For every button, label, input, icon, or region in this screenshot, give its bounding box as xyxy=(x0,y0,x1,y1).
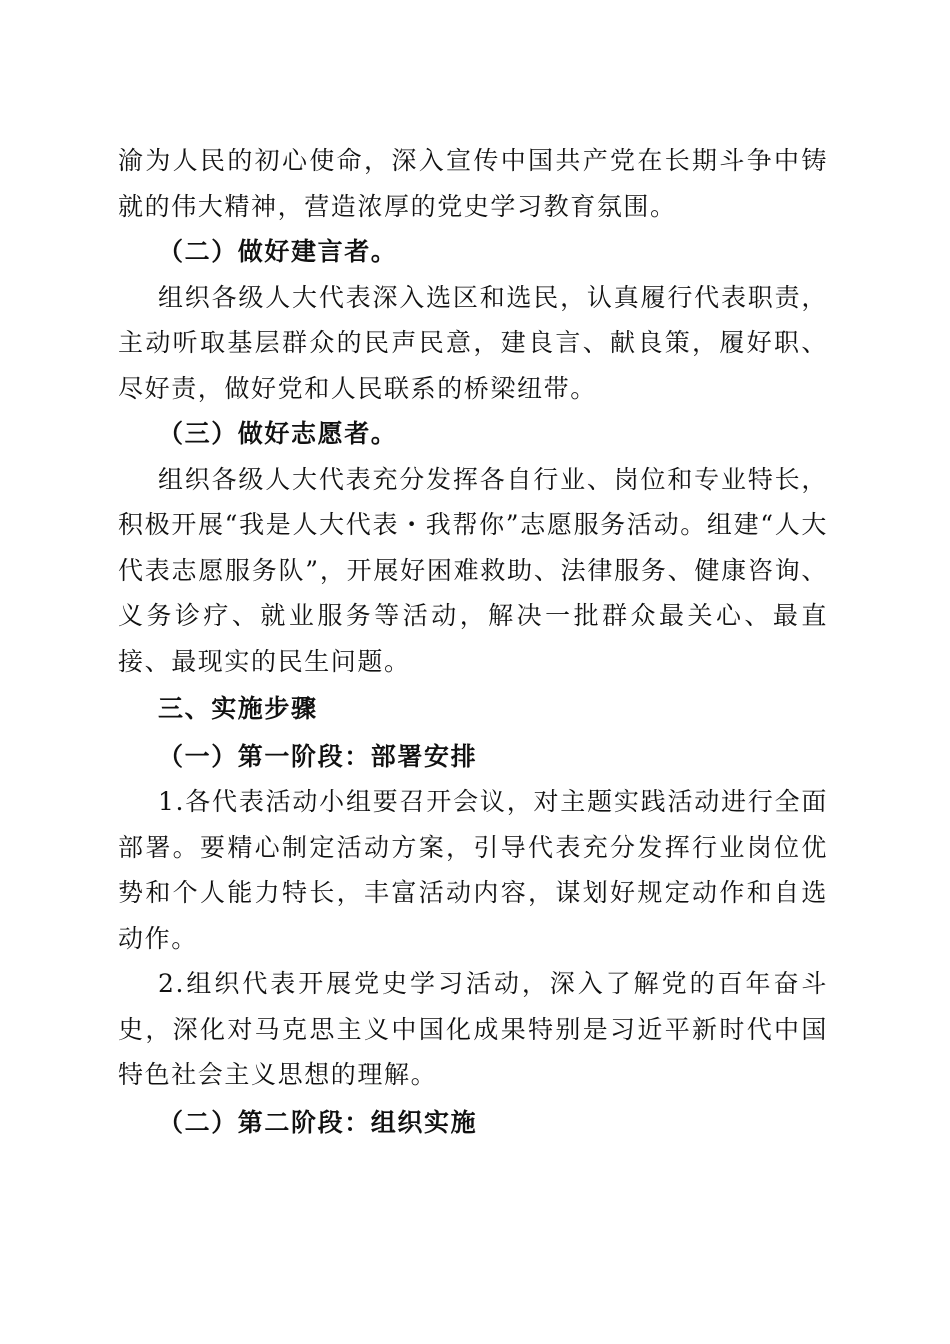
paragraph-stage-one-item-2: 2.组织代表开展党史学习活动，深入了解党的百年奋斗史，深化对马克思主义中国化成果特别是习近平新时代中国特色社会主义思想的理解。 xyxy=(118,969,828,1089)
paragraph-volunteer: 组织各级人大代表充分发挥各自行业、岗位和专业特长，积极开展“我是人大代表・我帮你”志愿服务活动。组建“人大代表志愿服务队”，开展好困难救助、法律服务、健康咨询、义务诊疗、就业服务等活动，解决一批群众最关心、最直接、最现实的民生问题。 xyxy=(118,464,828,676)
paragraph-stage-one-item-1: 1.各代表活动小组要召开会议，对主题实践活动进行全面部署。要精心制定活动方案，引导代表充分发挥行业岗位优势和个人能力特长，丰富活动内容，谋划好规定动作和自选动作。 xyxy=(118,787,828,953)
subheading-stage-two: （二）第二阶段：组织实施 xyxy=(158,1107,478,1137)
paragraph-continuation: 渝为人民的初心使命，深入宣传中国共产党在长期斗争中铸就的伟大精神，营造浓厚的党史学习教育氛围。 xyxy=(118,146,828,221)
section-heading-steps: 三、实施步骤 xyxy=(158,694,318,723)
subheading-advisor: （二）做好建言者。 xyxy=(158,237,398,266)
subheading-stage-one: （一）第一阶段：部署安排 xyxy=(158,741,478,771)
document-body xyxy=(118,138,828,1145)
subheading-volunteer: （三）做好志愿者。 xyxy=(158,419,398,448)
paragraph-advisor: 组织各级人大代表深入选区和选民，认真履行代表职责，主动听取基层群众的民声民意，建良言、献良策，履好职、尽好责，做好党和人民联系的桥梁纽带。 xyxy=(118,282,828,403)
